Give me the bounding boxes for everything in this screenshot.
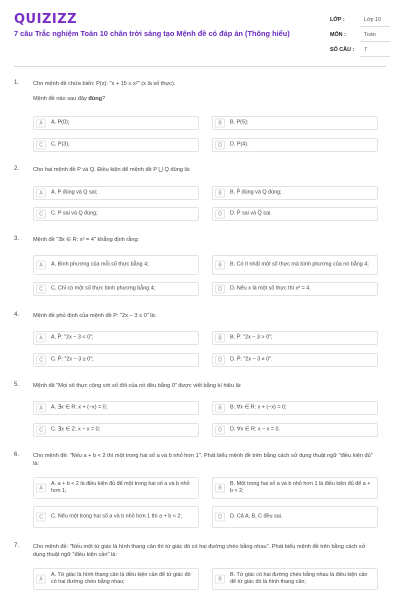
option-letter: C — [36, 513, 46, 522]
option-c[interactable] — [33, 353, 199, 367]
option-d[interactable] — [212, 282, 378, 296]
option-c[interactable] — [33, 282, 199, 296]
option-text: B. P̄ đúng và Q đúng; — [230, 189, 282, 196]
option-text: A. Tứ giác là hình thang cân là điều kiện cần để tứ giác đó có hai đường chéo bằng nhau; — [51, 572, 191, 585]
question-number: 1. — [14, 80, 20, 86]
option-d[interactable] — [212, 423, 378, 437]
option-letter: C — [36, 426, 46, 435]
option-letter: C — [36, 141, 46, 150]
option-text: B. P(5); — [230, 119, 249, 126]
option-letter: D — [215, 285, 225, 294]
meta-value: Toán — [364, 32, 376, 38]
question-number: 7. — [14, 543, 20, 549]
meta-row-class — [330, 14, 390, 29]
option-b[interactable] — [212, 116, 378, 130]
option-text: C. ∃x ∈ Z: x − x = 0; — [51, 426, 101, 433]
option-letter: B — [215, 334, 225, 343]
option-a[interactable] — [33, 255, 199, 275]
option-text: D. P̄ sai và Q̄ sai. — [230, 210, 272, 217]
question-prompt: Mệnh đề nào sau đây đúng? — [33, 96, 106, 102]
option-text: D. ∀x ∈ R: x − x = 0. — [230, 426, 281, 433]
option-letter: A — [36, 575, 46, 584]
option-b[interactable] — [212, 568, 378, 590]
meta-underline — [360, 26, 390, 27]
question-number: 6. — [14, 452, 20, 458]
question-6 — [14, 452, 386, 532]
option-letter: B — [215, 261, 225, 270]
option-d[interactable] — [212, 506, 378, 528]
question-text: Cho mệnh đề: "Nếu a + b < 2 thì một trong hai số a và b nhỏ hơn 1". Phát biểu mệnh đề trên bằng cách sử dụng thuật ngữ "điều kiện đủ" là: — [33, 453, 373, 467]
meta-row-count — [330, 44, 390, 59]
option-b[interactable] — [212, 331, 378, 345]
option-a[interactable] — [33, 331, 199, 345]
option-letter: D — [215, 513, 225, 522]
option-letter: B — [215, 484, 225, 493]
option-letter: D — [215, 356, 225, 365]
option-text: A. a + b < 2 là điều kiện đủ để một trong hai số a và b nhỏ hơn 1; — [51, 481, 190, 494]
meta-row-subject — [330, 29, 390, 44]
question-number: 5. — [14, 382, 20, 388]
option-c[interactable] — [33, 207, 199, 221]
option-text: C. Nếu một trong hai số a và b nhỏ hơn 1 thì a + b < 2; — [51, 513, 182, 520]
option-b[interactable] — [212, 477, 378, 499]
option-letter: D — [215, 426, 225, 435]
question-5 — [14, 382, 386, 444]
question-number: 3. — [14, 236, 20, 242]
option-c[interactable] — [33, 423, 199, 437]
question-number: 2. — [14, 166, 20, 172]
option-letter: A — [36, 119, 46, 128]
option-text: A. ∃x ∈ R: x + (−x) = 0; — [51, 404, 108, 411]
option-letter: B — [215, 575, 225, 584]
option-text: B. Có ít nhất một số thực mà bình phương của nó bằng 4; — [230, 261, 369, 268]
meta-underline — [360, 56, 390, 57]
question-4 — [14, 312, 386, 374]
option-letter: A — [36, 261, 46, 270]
option-a[interactable] — [33, 186, 199, 200]
option-letter: C — [36, 210, 46, 219]
option-letter: B — [215, 404, 225, 413]
option-letter: A — [36, 404, 46, 413]
option-b[interactable] — [212, 186, 378, 200]
option-text: B. ∀x ∈ R: x + (−x) = 0; — [230, 404, 287, 411]
meta-label: LỚP : — [330, 17, 345, 23]
question-text: Mệnh đề "∃x ∈ R: x² = 4" khẳng định rằng: — [33, 237, 140, 243]
option-text: A. Bình phương của mỗi số thực bằng 4; — [51, 261, 149, 268]
option-d[interactable] — [212, 353, 378, 367]
option-text: C. P(3); — [51, 141, 70, 148]
header-divider — [14, 66, 386, 67]
option-c[interactable] — [33, 506, 199, 528]
question-2 — [14, 166, 386, 226]
option-text: C. Chỉ có một số thực bình phương bằng 4; — [51, 285, 156, 292]
question-text: Mệnh đề "Mọi số thực cộng với số đối của nó đều bằng 0" được viết bằng kí hiệu là: — [33, 383, 242, 389]
option-a[interactable] — [33, 401, 199, 415]
question-1 — [14, 80, 386, 155]
option-letter: D — [215, 141, 225, 150]
option-letter: A — [36, 484, 46, 493]
option-text: B. Tứ giác có hai đường chéo bằng nhau là điều kiện cần để tứ giác đó là hình thang cân; — [230, 572, 368, 585]
option-text: C. P sai và Q đúng; — [51, 210, 98, 217]
question-7 — [14, 543, 386, 599]
option-letter: B — [215, 119, 225, 128]
option-a[interactable] — [33, 477, 199, 499]
option-text: A. P(0); — [51, 119, 70, 126]
option-b[interactable] — [212, 255, 378, 275]
worksheet-header — [14, 12, 386, 60]
meta-value: 7 — [364, 47, 367, 53]
option-d[interactable] — [212, 207, 378, 221]
option-a[interactable] — [33, 116, 199, 130]
option-text: A. P đúng và Q sai; — [51, 189, 98, 196]
option-text: B. Một trong hai số a và b nhỏ hơn 1 là điều kiện đủ để a + b < 2; — [230, 481, 371, 494]
option-text: D. P(4). — [230, 141, 249, 148]
quizizz-logo: QUIZIZZ — [14, 12, 78, 27]
option-letter: B — [215, 189, 225, 198]
option-c[interactable] — [33, 138, 199, 152]
question-number: 4. — [14, 312, 20, 318]
option-text: C. P̄: "2x − 3 ≥ 0"; — [51, 356, 94, 363]
meta-underline — [360, 41, 390, 42]
question-text: Cho mệnh đề: "Nếu một tứ giác là hình thang cân thì tứ giác đó có hai đường chéo bằng nhau". Phát biểu mệnh đề trên bằng cách sử dụng thuật ngữ "điều kiện cần" là: — [33, 544, 366, 558]
worksheet-meta — [330, 14, 390, 59]
meta-value: Lớp 10 — [364, 17, 382, 23]
meta-label: MÔN : — [330, 32, 346, 38]
option-letter: C — [36, 285, 46, 294]
question-text: Cho hai mệnh đề P và Q. Điều kiện để mệnh đề P ⋃ Q đúng là: — [33, 167, 191, 173]
option-text: D. Nếu x là một số thực thì x² = 4. — [230, 285, 311, 292]
question-text: Mệnh đề phủ định của mệnh đề P: "2x − 3 ≤ 0" là: — [33, 313, 157, 319]
option-letter: D — [215, 210, 225, 219]
option-letter: A — [36, 334, 46, 343]
question-text: Cho mệnh đề chứa biến: P(x): "x + 15 ≤ x²" (x là số thực). — [33, 81, 176, 87]
option-a[interactable] — [33, 568, 199, 590]
meta-label: SỐ CÂU : — [330, 47, 355, 53]
worksheet-title: 7 câu Trắc nghiệm Toán 10 chân trời sáng tạo Mệnh đề có đáp án (Thông hiểu) — [14, 29, 290, 38]
option-text: D. P̄: "2x − 3 ≠ 0". — [230, 356, 273, 363]
question-3 — [14, 236, 386, 304]
option-letter: C — [36, 356, 46, 365]
option-b[interactable] — [212, 401, 378, 415]
option-text: D. Cả A, B, C đều sai. — [230, 513, 283, 520]
option-d[interactable] — [212, 138, 378, 152]
option-text: B. P̄: "2x − 3 > 0"; — [230, 334, 273, 341]
option-text: A. P̄: "2x − 3 < 0"; — [51, 334, 94, 341]
option-letter: A — [36, 189, 46, 198]
